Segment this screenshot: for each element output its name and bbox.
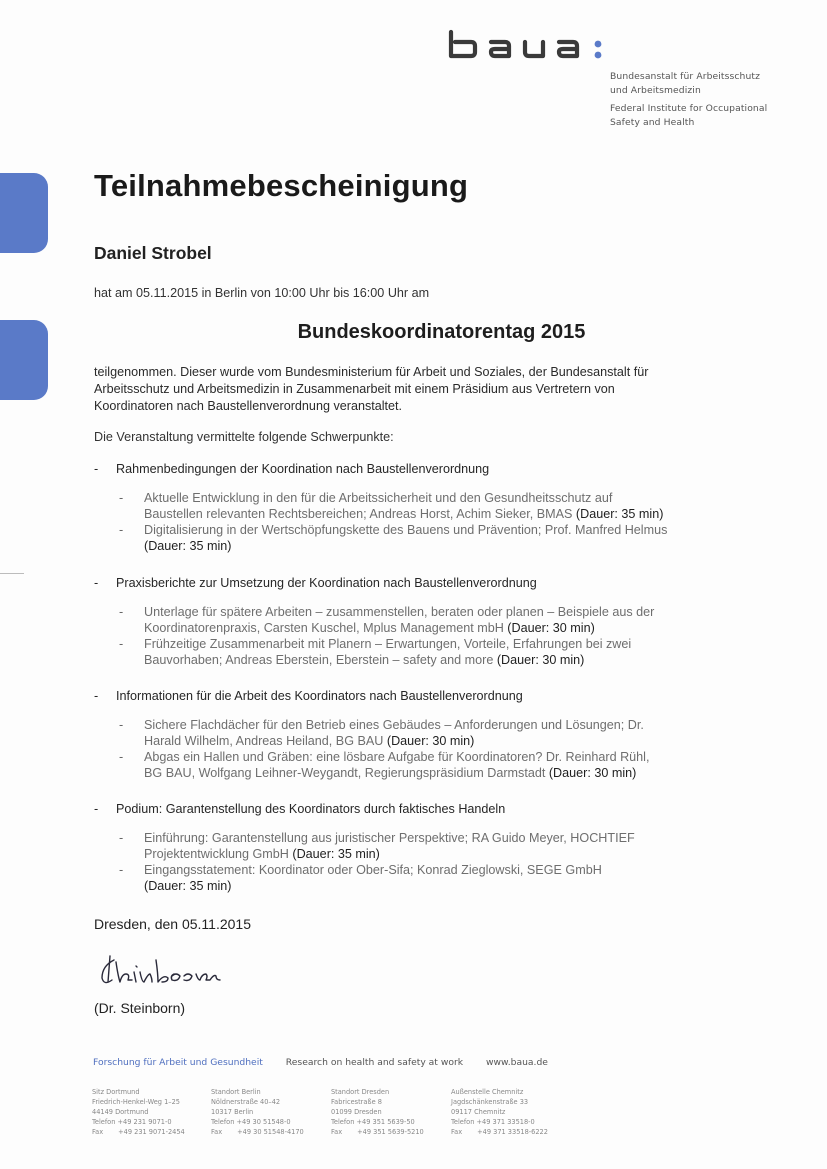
institution-name: [610, 70, 767, 129]
phone-label: Telefon: [92, 1118, 116, 1126]
session-item: [94, 862, 754, 894]
bullet-dash: -: [119, 831, 124, 845]
session-item: [94, 749, 754, 781]
section-heading-text: Podium: Garantenstellung des Koordinators durch faktisches Handeln: [116, 802, 506, 816]
session-item: [94, 604, 754, 636]
bullet-dash: -: [119, 523, 124, 537]
session-line: Unterlage für spätere Arbeiten – zusammenstellen, beraten oder planen – Beispiele aus der: [144, 605, 655, 619]
institution-de-line-1: Bundesanstalt für Arbeitsschutz: [610, 71, 761, 82]
address-city: 01099 Dresden: [331, 1108, 382, 1116]
phone-label: Telefon: [451, 1118, 475, 1126]
address-street: Fabricestraße 8: [331, 1098, 382, 1106]
session-line: Frühzeitige Zusammenarbeit mit Planern – Erwartungen, Vorteile, Erfahrungen bei zwei: [144, 637, 632, 651]
bullet-dash: -: [119, 491, 124, 505]
section-heading: [94, 801, 754, 818]
fax-number: +49 231 9071-2454: [118, 1128, 185, 1136]
address-city: 09117 Chemnitz: [451, 1108, 506, 1116]
fax-label: Fax: [92, 1128, 104, 1136]
baua-logo: [447, 26, 627, 66]
session-line: Bauvorhaben; Andreas Eberstein, Eberstein – safety and more: [144, 653, 497, 667]
session-line: Eingangsstatement: Koordinator oder Ober-Sifa; Konrad Zieglowski, SEGE GmbH: [144, 863, 602, 877]
bullet-dash: -: [119, 750, 124, 764]
participant-name: Daniel Strobel: [94, 243, 212, 263]
session-duration: (Dauer: 35 min): [575, 507, 664, 521]
website-link[interactable]: www.baua.de: [486, 1057, 548, 1068]
session-duration: (Dauer: 30 min): [496, 653, 585, 667]
address-dresden: [331, 1087, 424, 1137]
address-street: Nöldnerstraße 40–42: [211, 1098, 281, 1106]
section-heading: [94, 688, 754, 705]
session-line: BG BAU, Wolfgang Leihner-Weygandt, Regierungspräsidium Darmstadt: [144, 766, 549, 780]
session-item: [94, 830, 754, 862]
session-item: [94, 717, 754, 749]
fax-number: +49 351 5639-5210: [357, 1128, 424, 1136]
institution-de-line-2: und Arbeitsmedizin: [610, 84, 701, 96]
address-city: 44149 Dortmund: [92, 1108, 149, 1116]
phone-number: +49 30 51548-0: [236, 1118, 291, 1126]
address-street: Jagdschänkenstraße 33: [451, 1098, 529, 1106]
address-name: Standort Dresden: [331, 1088, 390, 1096]
section-heading-text: Praxisberichte zur Umsetzung der Koordination nach Baustellenverordnung: [116, 576, 537, 590]
fold-mark: [0, 573, 24, 574]
session-line: Abgas ein Hallen und Gräben: eine lösbare Aufgabe für Koordinatoren? Dr. Reinhard Rühl,: [144, 750, 650, 764]
session-duration: (Dauer: 30 min): [548, 766, 637, 780]
address-chemnitz: [451, 1087, 548, 1137]
session-duration: (Dauer: 30 min): [507, 621, 595, 635]
address-dortmund: [92, 1087, 185, 1137]
section-heading-text: Rahmenbedingungen der Koordination nach Baustellenverordnung: [116, 462, 490, 476]
section-heading: [94, 575, 754, 592]
fax-label: Fax: [451, 1128, 463, 1136]
signer-name: (Dr. Steinborn): [94, 1000, 186, 1016]
event-description: [94, 364, 734, 415]
footer-slogan: [93, 1057, 568, 1068]
side-tab-decoration: [0, 173, 48, 253]
bullet-dash: -: [94, 802, 99, 816]
session-duration: (Dauer: 35 min): [292, 847, 380, 861]
session-line: Digitalisierung in der Wertschöpfungskette des Bauens und Prävention; Prof. Manfred Helmus: [144, 523, 668, 537]
session-list: [94, 490, 754, 554]
session-list: [94, 604, 754, 668]
phone-label: Telefon: [331, 1118, 355, 1126]
session-line: Aktuelle Entwicklung in den für die Arbeitssicherheit und den Gesundheitsschutz auf: [144, 491, 613, 505]
bullet-dash: -: [119, 605, 124, 619]
session-list: [94, 830, 754, 894]
session-item: [94, 490, 754, 522]
phone-number: +49 351 5639-50: [356, 1118, 415, 1126]
signature: [96, 952, 236, 992]
bullet-dash: -: [119, 637, 124, 651]
session-item: [94, 636, 754, 668]
address-name: Außenstelle Chemnitz: [451, 1088, 524, 1096]
handwritten-signature-icon: [96, 952, 236, 992]
session-line: Harald Wilhelm, Andreas Heiland, BG BAU: [144, 734, 387, 748]
session-line: Einführung: Garantenstellung aus juristischer Perspektive; RA Guido Meyer, HOCHTIEF: [144, 831, 635, 845]
section-heading-text: Informationen für die Arbeit des Koordinators nach Baustellenverordnung: [116, 689, 523, 703]
address-name: Sitz Dortmund: [92, 1088, 140, 1096]
address-name: Standort Berlin: [211, 1088, 261, 1096]
bullet-dash: -: [94, 689, 99, 703]
bullet-dash: -: [94, 462, 99, 476]
session-line: Koordinatorenpraxis, Carsten Kuschel, Mplus Management mbH: [144, 621, 508, 635]
phone-number: +49 231 9071-0: [117, 1118, 172, 1126]
fax-number: +49 371 33518-6222: [477, 1128, 548, 1136]
description-line: Koordinatoren nach Baustellenverordnung veranstaltet.: [94, 399, 403, 413]
description-line: teilgenommen. Dieser wurde vom Bundesministerium für Arbeit und Soziales, der Bundesanstalt für: [94, 365, 649, 379]
session-list: [94, 717, 754, 781]
baua-logo-icon: [447, 26, 627, 66]
fax-label: Fax: [211, 1128, 223, 1136]
focus-section: [94, 575, 754, 668]
focus-lead: Die Veranstaltung vermittelte folgende Schwerpunkte:: [94, 430, 394, 444]
institution-en-line-2: Safety and Health: [610, 116, 695, 128]
session-duration: (Dauer: 35 min): [144, 879, 232, 893]
place-date: Dresden, den 05.11.2015: [94, 916, 251, 932]
description-line: Arbeitsschutz und Arbeitsmedizin in Zusammenarbeit mit einem Präsidium aus Vertretern von: [94, 382, 615, 396]
bullet-dash: -: [119, 863, 124, 877]
fax-label: Fax: [331, 1128, 343, 1136]
focus-section: [94, 461, 754, 554]
session-line: Baustellen relevanten Rechtsbereichen; Andreas Horst, Achim Sieker, BMAS: [144, 507, 576, 521]
address-berlin: [211, 1087, 304, 1137]
focus-section: [94, 688, 754, 781]
fax-number: +49 30 51548-4170: [237, 1128, 304, 1136]
address-street: Friedrich-Henkel-Weg 1–25: [92, 1098, 180, 1106]
session-duration: (Dauer: 35 min): [144, 539, 232, 553]
address-city: 10317 Berlin: [211, 1108, 254, 1116]
phone-label: Telefon: [211, 1118, 235, 1126]
bullet-dash: -: [94, 576, 99, 590]
focus-section: [94, 801, 754, 894]
bullet-dash: -: [119, 718, 124, 732]
slogan-en: Research on health and safety at work: [285, 1057, 464, 1068]
session-line: Projektentwicklung GmbH: [144, 847, 293, 861]
session-line: Sichere Flachdächer für den Betrieb eines Gebäudes – Anforderungen und Lösungen; Dr.: [144, 718, 644, 732]
event-name: Bundeskoordinatorentag 2015: [297, 321, 586, 343]
page-title: Teilnahmebescheinigung: [94, 168, 469, 203]
slogan-de: Forschung für Arbeit und Gesundheit: [93, 1057, 263, 1068]
session-item: [94, 522, 754, 554]
institution-en-line-1: Federal Institute for Occupational: [610, 103, 768, 114]
section-heading: [94, 461, 754, 478]
attendance-intro: hat am 05.11.2015 in Berlin von 10:00 Uhr bis 16:00 Uhr am: [94, 286, 430, 300]
phone-number: +49 371 33518-0: [476, 1118, 535, 1126]
session-duration: (Dauer: 30 min): [386, 734, 475, 748]
